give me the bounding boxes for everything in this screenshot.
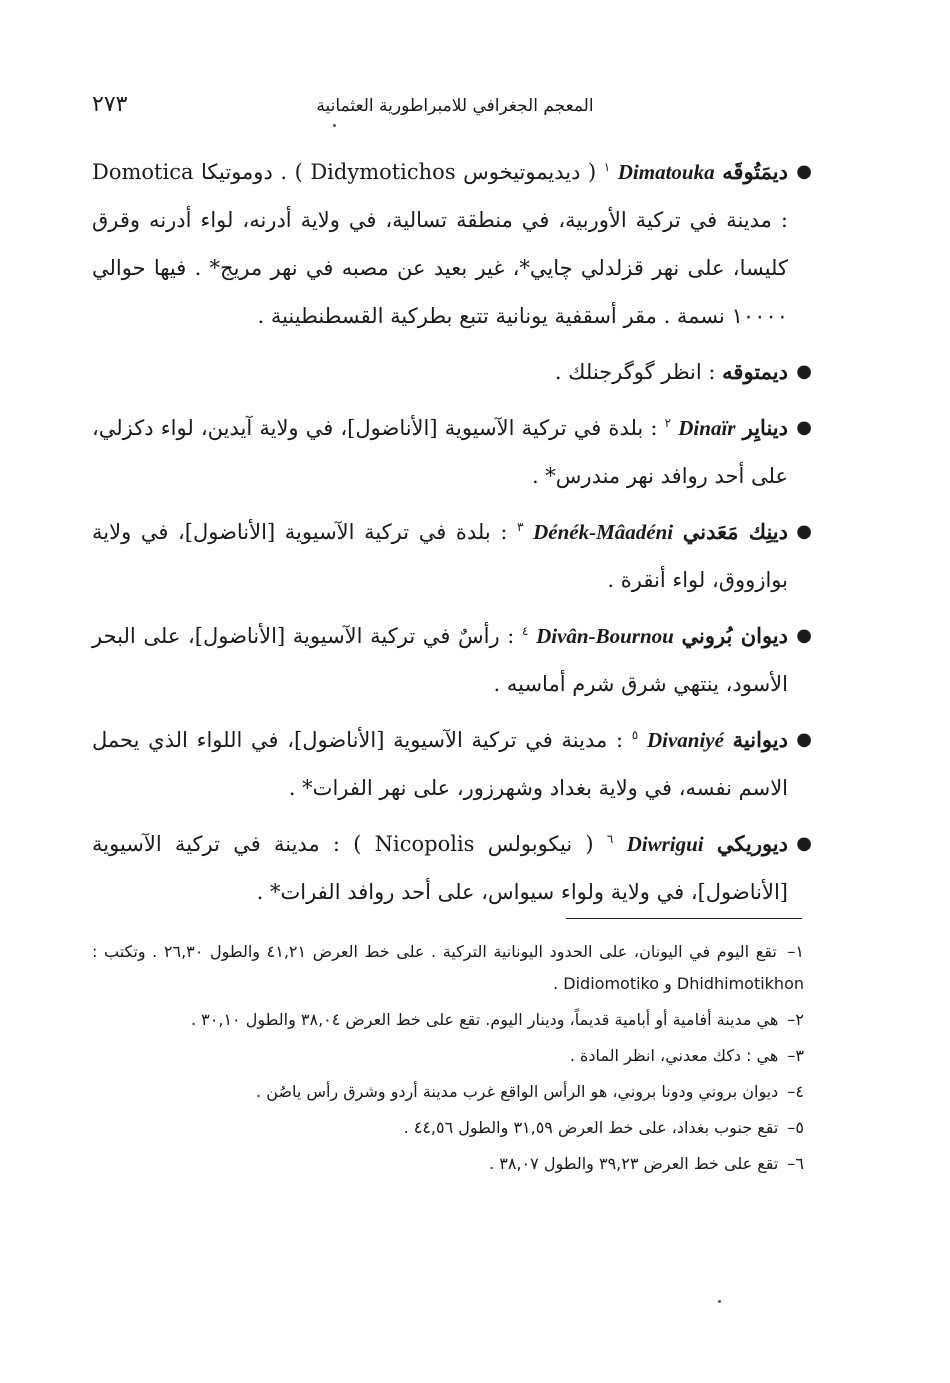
footnote-text: تقع اليوم في اليونان، على الحدود اليونانية التركية . على خط العرض ٤١,٢١ والطول ٢٦,٣٠ . وتكتب : Dhidhimotikhon و Didiomotiko .	[92, 942, 804, 993]
entry	[92, 348, 812, 396]
bullet-icon: ●	[796, 625, 812, 646]
footnote	[92, 1040, 812, 1072]
entry-latin-name: Divaniyé	[646, 728, 724, 752]
footnote-text: تقع جنوب بغداد، على خط العرض ٣١,٥٩ والطول ٤٤,٥٦ .	[403, 1118, 779, 1137]
entry-text: : رأسٌ في تركية الآسيوية [الأناضول]، على البحر الأسود، ينتهي شرق شرم أماسيه .	[92, 624, 788, 696]
entry-headword: ديوريكي	[716, 831, 789, 856]
entry-text: : بلدة في تركية الآسيوية [الأناضول]، في ولاية بوازووق، لواء أنقرة .	[92, 520, 788, 592]
footnote	[92, 1112, 812, 1144]
footnote-number: ١–	[787, 942, 804, 961]
footnote	[92, 1004, 812, 1036]
entry	[92, 508, 812, 604]
footnote-number: ٦–	[787, 1154, 804, 1173]
bullet-icon: ●	[796, 833, 812, 854]
bullet-icon: ●	[796, 161, 812, 182]
entry-text: ( ديديموتيخوس Didymotichos ) . دوموتيكا Domotica : مدينة في تركية الأوربية، في منطقة تسالية، في ولاية أدرنه، لواء أدرنه وقرق كليسا، على نهر قزلدلي چايي*، غير بعيد عن مصبه في نهر مريج* . فيها حوالي ١٠٠٠٠ نسمة . مقر أسقفية يونانية تتبع بطركية القسطنطينية .	[92, 160, 788, 328]
footnote-text: ديوان بروني ودونا بروني، هو الرأس الواقع غرب مدينة أردو وشرق رأس ياصُن .	[256, 1082, 779, 1101]
footnote-number: ٥–	[787, 1118, 804, 1137]
entry-latin-name: Dimatouka	[617, 160, 715, 184]
entry-headword: ديوان بُروني	[681, 623, 788, 648]
footnote-marker: ٣	[517, 520, 524, 534]
footnote-marker: ٦	[606, 832, 614, 846]
entry-latin-name: Diwrigui	[626, 832, 704, 856]
footnote-marker: ٥	[631, 728, 639, 742]
entry	[92, 612, 812, 708]
footnote-marker: ٢	[664, 416, 672, 430]
entry-headword: ديمَتُوقَه	[722, 159, 789, 184]
footnote	[92, 1076, 812, 1108]
scan-speck	[333, 124, 336, 127]
dictionary-entries	[92, 148, 812, 924]
entry	[92, 148, 812, 340]
footnote-number: ٣–	[787, 1046, 804, 1065]
footnote-text: هي مدينة أفامية أو أبامية قديماً، ودينار اليوم. تقع على خط العرض ٣٨,٠٤ والطول ٣٠,١٠ .	[191, 1010, 779, 1029]
footnote-text: هي : دكك معدني، انظر المادة .	[569, 1046, 779, 1065]
entry	[92, 404, 812, 500]
entry	[92, 716, 812, 812]
footnote-separator	[566, 918, 802, 919]
footnote-marker: ١	[603, 160, 611, 174]
footnote-number: ٢–	[787, 1010, 804, 1029]
footnote-number: ٤–	[787, 1082, 804, 1101]
entry-headword: دينِك مَعَدني	[682, 519, 788, 544]
entry-latin-name: Divân-Bournou	[536, 624, 674, 648]
entry-text: : بلدة في تركية الآسيوية [الأناضول]، في ولاية آيدين، لواء دكزلي، على أحد روافد نهر مندرس* .	[92, 416, 788, 488]
footnote-marker: ٤	[522, 624, 529, 638]
entry-latin-name: Dinaïr	[678, 416, 736, 440]
entry-headword: ديوانية	[732, 727, 788, 752]
bullet-icon: ●	[796, 417, 812, 438]
bullet-icon: ●	[796, 729, 812, 750]
running-title: المعجم الجغرافي للامبراطورية العثمانية	[316, 96, 594, 116]
entry	[92, 820, 812, 916]
entry-text: ( نيكوبولس Nicopolis ) : مدينة في تركية الآسيوية [الأناضول]، في ولاية ولواء سيواس، على أحد روافد الفرات* .	[92, 832, 788, 904]
footnote	[92, 936, 812, 1000]
footnote	[92, 1148, 812, 1180]
entry-text: : انظر گوگرجنلك .	[554, 360, 716, 384]
page-number: ٢٧٣	[92, 92, 128, 117]
scan-speck	[718, 1300, 721, 1303]
entry-text: : مدينة في تركية الآسيوية [الأناضول]، في اللواء الذي يحمل الاسم نفسه، في ولاية بغداد وشهرزور، على نهر الفرات* .	[92, 728, 788, 800]
footnote-text: تقع على خط العرض ٣٩,٢٣ والطول ٣٨,٠٧ .	[489, 1154, 779, 1173]
entry-headword: دينايِر	[742, 415, 788, 440]
bullet-icon: ●	[796, 521, 812, 542]
entry-headword: ديمتوقه	[722, 359, 788, 384]
bullet-icon: ●	[796, 361, 812, 382]
entry-latin-name: Dénék-Mâadéni	[533, 520, 674, 544]
footnotes	[92, 936, 812, 1184]
